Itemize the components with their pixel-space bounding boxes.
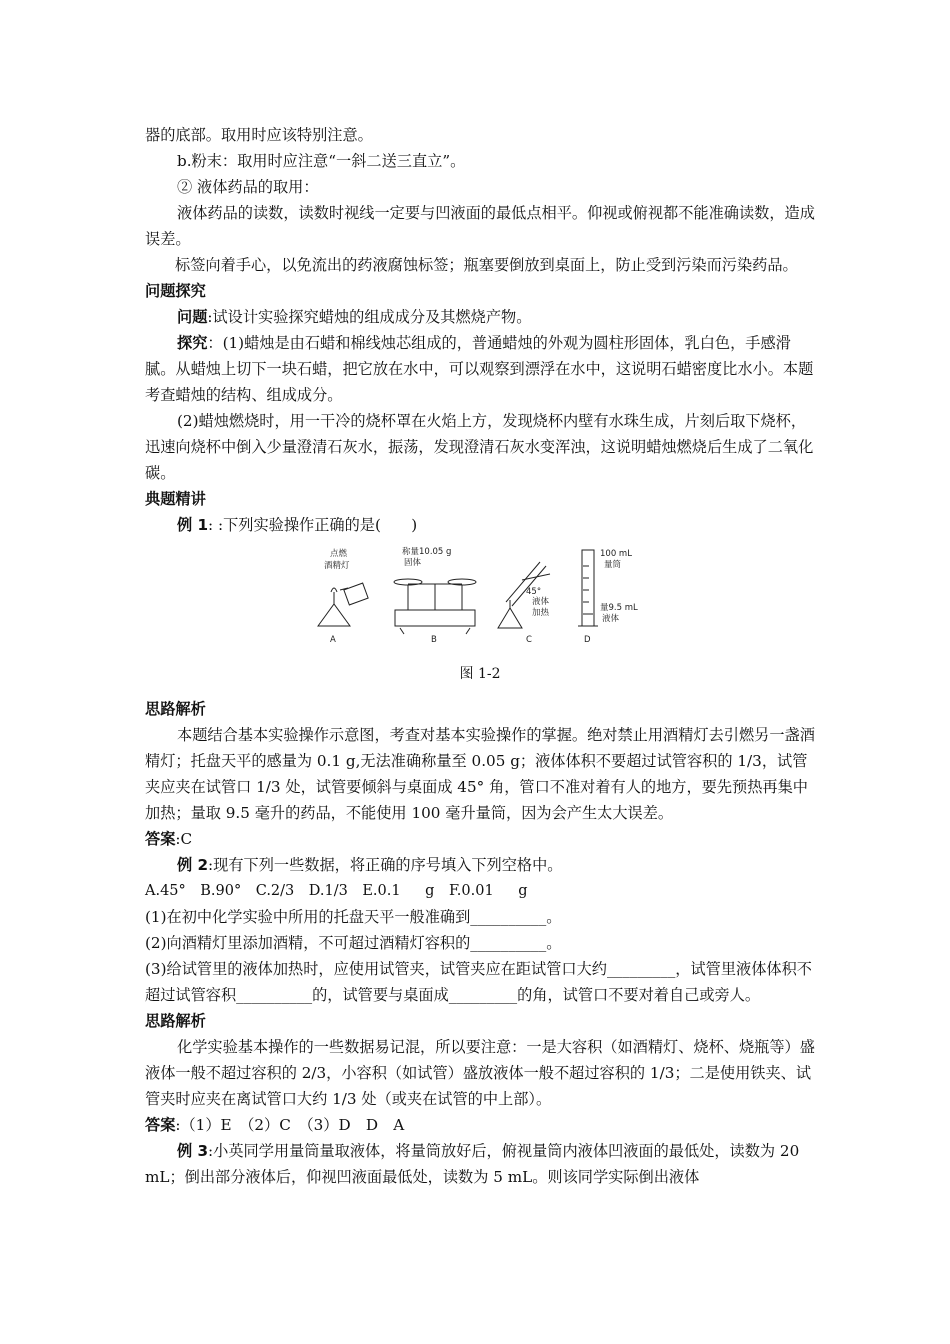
example-2-options: A.45° B.90° C.2/3 D.1/3 E.0.1 g F.0.01 g — [145, 883, 528, 899]
experiment-illustration — [300, 544, 660, 644]
panel-d-label-4: 液体 — [602, 614, 620, 624]
explore-paragraph-1 — [145, 330, 815, 408]
answer-2 — [145, 1112, 815, 1138]
panel-d-letter: D — [584, 635, 591, 644]
intro-line-1: 器的底部。取用时应该特别注意。 — [145, 126, 373, 144]
analysis-paragraph-2: 化学实验基本操作的一些数据易记混，所以要注意：一是大容积（如酒精灯、烧杯、烧瓶等）盛液体一般不超过容积的 2/3，小容积（如试管）盛放液体一般不超过容积的 1/3；二是使用铁夹、试管夹时应夹在离试管口大约 1/3 处（或夹在试管的中上部）。 — [145, 1038, 815, 1108]
panel-c-angle: 45° — [526, 587, 542, 597]
question-text: :试设计实验探究蜡烛的组成成分及其燃烧产物。 — [207, 308, 532, 326]
panel-c-label-1: 液体 — [532, 597, 550, 607]
intro-line-2: b.粉末：取用时应注意“一斜二送三直立”。 — [177, 152, 466, 170]
intro-line-3: ② 液体药品的取用： — [177, 178, 319, 196]
example-2-text: :现有下列一些数据，将正确的序号填入下列空格中。 — [208, 856, 563, 874]
answer-2-text: :（1）E （2）C （3）D D A — [175, 1116, 405, 1134]
example-1 — [145, 512, 815, 538]
section-heading-typical: 典题精讲 — [145, 490, 206, 508]
panel-b-letter: B — [431, 635, 437, 644]
panel-a-label-1: 点燃 — [330, 549, 348, 559]
answer-1-label: 答案 — [145, 830, 176, 848]
example-3-text: :小英同学用量筒量取液体，将量筒放好后，俯视量筒内液体凹液面的最低处，读数为 20 mL；倒出部分液体后，仰视凹液面最低处，读数为 5 mL。则该同学实际倒出液体 — [145, 1142, 800, 1186]
experiment-figure — [300, 544, 660, 644]
panel-d-graduated-cylinder — [578, 550, 598, 626]
example-1-text: : :下列实验操作正确的是( ) — [208, 516, 418, 534]
panel-d-label-3: 量9.5 mL — [600, 603, 638, 613]
question-label: 问题 — [177, 308, 208, 326]
panel-c-letter: C — [526, 635, 532, 644]
panel-d-label-2: 量筒 — [604, 560, 622, 570]
panel-b-label-2: 固体 — [404, 558, 422, 568]
panel-a-alcohol-lamps — [318, 583, 368, 626]
panel-d-label-1: 100 mL — [600, 549, 632, 559]
answer-1-text: :C — [175, 830, 193, 848]
panel-b-label-1: 称量10.05 g — [402, 547, 452, 557]
example-2-label: 例 2 — [177, 856, 209, 874]
panel-c-test-tube-heating — [498, 562, 550, 628]
panel-a-letter: A — [330, 635, 336, 644]
example-3 — [145, 1138, 815, 1190]
analysis-paragraph-1: 本题结合基本实验操作示意图，考查对基本实验操作的掌握。绝对禁止用酒精灯去引燃另一盏酒精灯；托盘天平的感量为 0.1 g,无法准确称量至 0.05 g；液体体积不要超过试管容积的 1/3，试管夹应夹在试管口 1/3 处，试管要倾斜与桌面成 45° 角，管口不准对着有人的地方，要先预热再集中加热；量取 9.5 毫升的药品，不能使用 100 毫升量筒，因为会产生太大误差。 — [145, 726, 815, 822]
figure-caption: 图 1-2 — [459, 666, 501, 682]
example-1-label: 例 1 — [177, 516, 209, 534]
explore-paragraph-2: (2)蜡烛燃烧时，用一干冷的烧杯罩在火焰上方，发现烧杯内壁有水珠生成，片刻后取下烧杯，迅速向烧杯中倒入少量澄清石灰水，振荡，发现澄清石灰水变浑浊，这说明蜡烛燃烧后生成了二氧化碳。 — [145, 412, 814, 482]
intro-line-4: 液体药品的读数，读数时视线一定要与凹液面的最低点相平。仰视或俯视都不能准确读数，造成误差。 — [145, 204, 815, 248]
explore-text: ：(1)蜡烛是由石蜡和棉线烛芯组成的，普通蜡烛的外观为圆柱形固体，乳白色，手感滑腻。从蜡烛上切下一块石蜡，把它放在水中，可以观察到漂浮在水中，这说明石蜡密度比水小。本题考查蜡烛的结构、组成成分。 — [145, 334, 814, 404]
analysis-heading-1: 思路解析 — [145, 700, 206, 718]
panel-a-label-2: 酒精灯 — [324, 561, 350, 571]
answer-2-label: 答案 — [145, 1116, 176, 1134]
panel-b-balance — [394, 579, 476, 634]
intro-line-5: 标签向着手心，以免流出的药液腐蚀标签；瓶塞要倒放到桌面上，防止受到污染而污染药品。 — [175, 256, 798, 274]
example-3-label: 例 3 — [177, 1142, 209, 1160]
example-2-question-1: (1)在初中化学实验中所用的托盘天平一般准确到__________。 — [145, 908, 562, 926]
section-heading-explore: 问题探究 — [145, 282, 206, 300]
example-2-question-3: (3)给试管里的液体加热时，应使用试管夹，试管夹应在距试管口大约_________，试管里液体体积不超过试管容积__________的，试管要与桌面成_________的角，试管口不要对着自己或旁人。 — [145, 960, 812, 1004]
analysis-heading-2: 思路解析 — [145, 1012, 206, 1030]
answer-1 — [145, 826, 815, 852]
panel-c-label-2: 加热 — [532, 608, 550, 618]
explore-label: 探究 — [177, 334, 208, 352]
example-2-question-2: (2)向酒精灯里添加酒精，不可超过酒精灯容积的__________。 — [145, 934, 562, 952]
document-page — [145, 122, 815, 1190]
example-2 — [145, 852, 815, 878]
question-paragraph — [145, 304, 815, 330]
